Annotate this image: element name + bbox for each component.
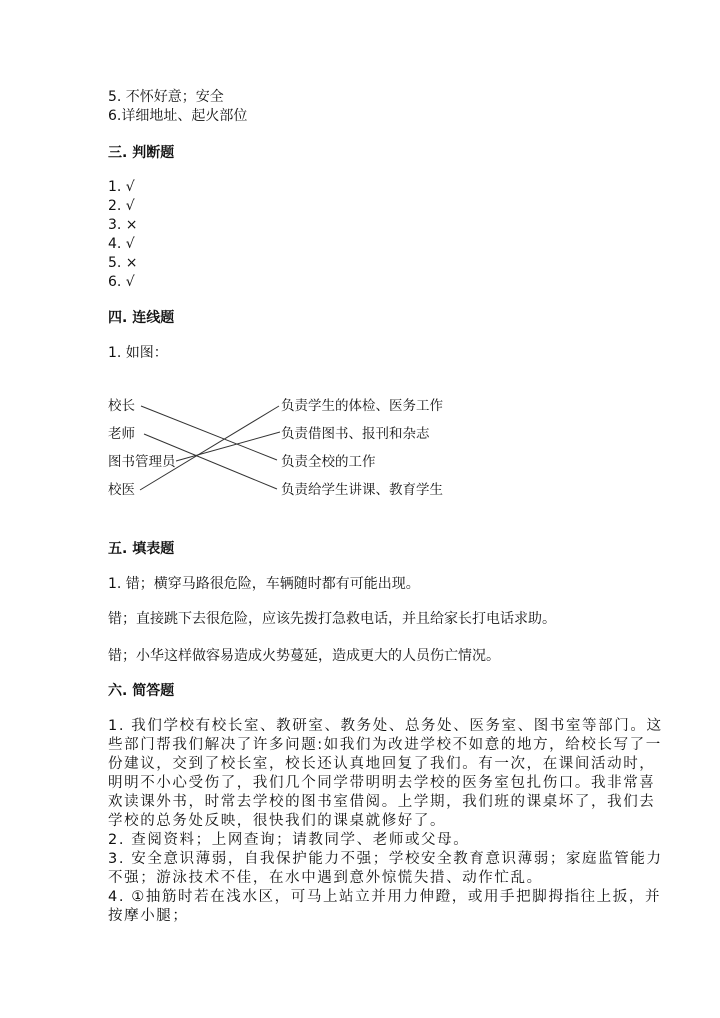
answer-5: 5. 不怀好意；安全 [108,89,224,105]
answer-line: 3. 安全意识薄弱，自我保护能力不强；学校安全教育意识薄弱；家庭监管能力 [108,851,663,867]
right-label: 负责学生的体检、医务工作 [281,398,443,414]
answer-line: 学校的总务处反映，很快我们的课桌就修好了。 [108,813,447,829]
judgement-item: 1. √ [108,179,135,195]
match-line [140,406,279,490]
judgement-item: 3. × [108,217,138,233]
answer-line: 份建议，交到了校长室，校长还认真地回复了我们。有一次，在课间活动时， [108,756,656,772]
judgement-item: 2. √ [108,198,135,214]
table-answer: 错；直接跳下去很危险，应该先拨打急救电话，并且给家长打电话求助。 [108,611,556,627]
answer-line: 2. 查阅资料；上网查询；请教同学、老师或父母。 [108,832,470,848]
left-label: 图书管理员 [108,454,176,470]
section-title-matching: 四. 连线题 [108,310,175,326]
answer-line: 4. ①抽筋时若在浅水区，可马上站立并用力伸蹬，或用手把脚拇指往上扳，并 [108,889,662,905]
answer-6: 6.详细地址、起火部位 [108,108,248,124]
left-label: 校医 [108,482,135,498]
matching-intro: 1. 如图： [108,345,168,361]
judgement-item: 4. √ [108,236,135,252]
answer-line: 明明不小心受伤了，我们几个同学带明明去学校的医务室包扎伤口。我非常喜 [108,775,656,791]
left-label: 校长 [108,398,135,414]
left-label: 老师 [108,426,135,442]
answer-line: 按摩小腿； [108,908,189,924]
answer-line: 1. 我们学校有校长室、教研室、教务处、总务处、医务室、图书室等部门。这 [108,718,663,734]
answer-line: 些部门帮我们解决了许多问题:如我们为改进学校不如意的地方，给校长写了一 [108,737,662,753]
section-title-table: 五. 填表题 [108,541,175,557]
judgement-item: 6. √ [108,274,135,290]
right-label: 负责全校的工作 [281,454,376,470]
match-line [144,434,277,489]
right-label: 负责给学生讲课、教育学生 [281,482,443,498]
table-answer: 1. 错；横穿马路很危险，车辆随时都有可能出现。 [108,576,420,592]
answer-line: 不强；游泳技术不佳，在水中遇到意外惊慌失措、动作忙乱。 [108,870,543,886]
judgement-item: 5. × [108,255,138,271]
section-title-judgement: 三. 判断题 [108,145,175,161]
right-label: 负责借图书、报刊和杂志 [281,426,430,442]
section-title-short-answer: 六. 简答题 [108,683,175,699]
table-answer: 错；小华这样做容易造成火势蔓延，造成更大的人员伤亡情况。 [108,648,500,664]
answer-line: 欢读课外书，时常去学校的图书室借阅。上学期，我们班的课桌坏了，我们去 [108,794,656,810]
